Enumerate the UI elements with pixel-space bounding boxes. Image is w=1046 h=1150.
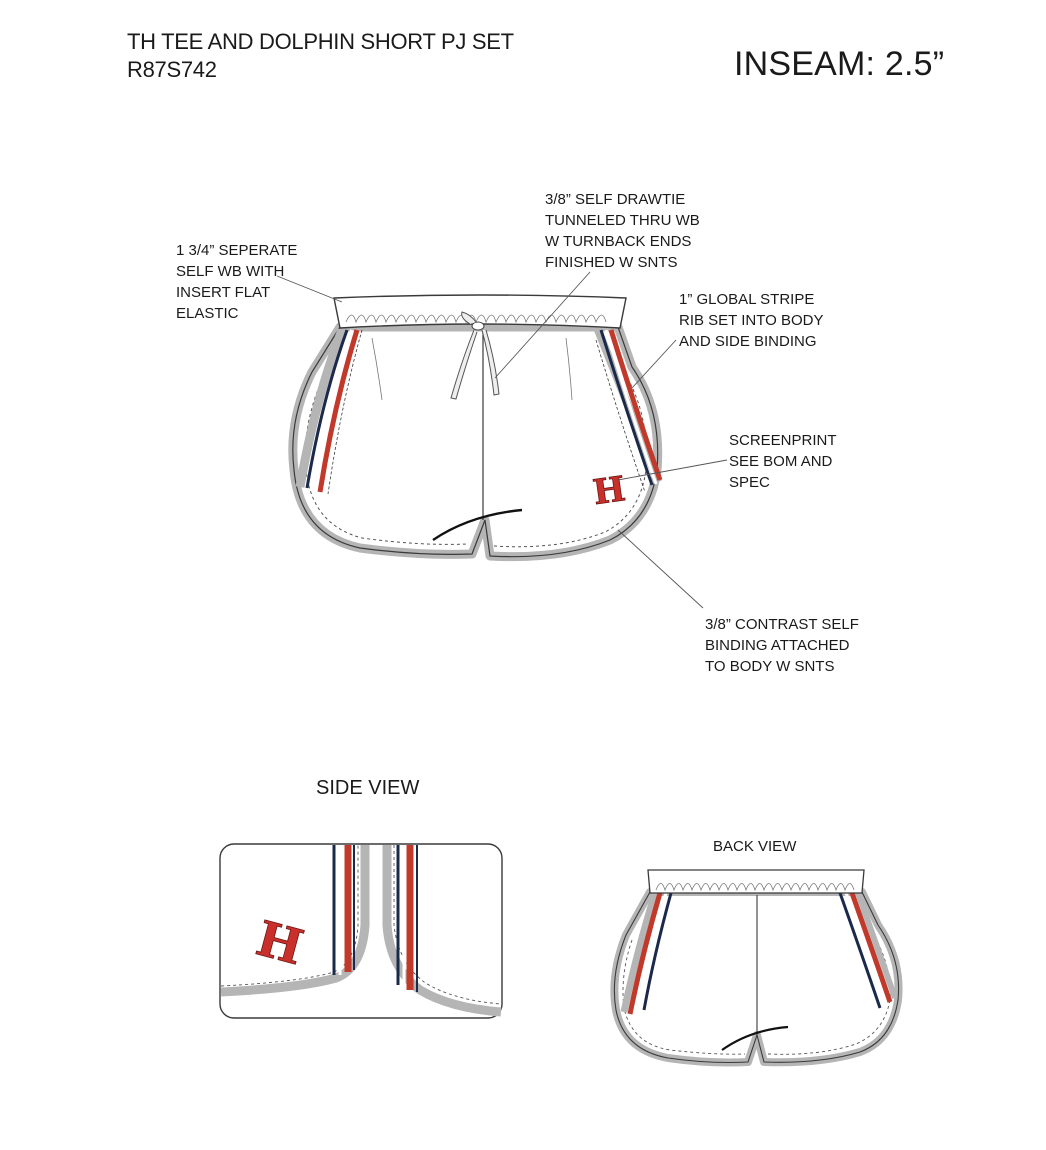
callout-binding: 3/8” CONTRAST SELF BINDING ATTACHED TO BODY W SNTS [705,616,859,675]
front-view-shorts [293,295,660,557]
side-view-label: SIDE VIEW [316,777,420,799]
side-monogram-h: H [250,910,309,977]
front-monogram-h: H [590,469,628,514]
inseam-measurement: INSEAM: 2.5” [734,45,945,83]
callout-drawtie: 3/8” SELF DRAWTIE TUNNELED THRU WB W TURNBACK ENDS FINISHED W SNTS [545,191,700,271]
garment-title: TH TEE AND DOLPHIN SHORT PJ SET [127,29,514,54]
callout-global-stripe: 1” GLOBAL STRIPE RIB SET INTO BODY AND SIDE BINDING [679,291,824,350]
callout-screenprint: SCREENPRINT SEE BOM AND SPEC [729,432,837,491]
back-view-label: BACK VIEW [713,838,797,855]
side-view-detail [220,844,502,1018]
back-view-shorts [614,870,898,1063]
callout-waistband: 1 3/4” SEPERATE SELF WB WITH INSERT FLAT ELASTIC [176,242,298,322]
style-number: R87S742 [127,57,217,82]
